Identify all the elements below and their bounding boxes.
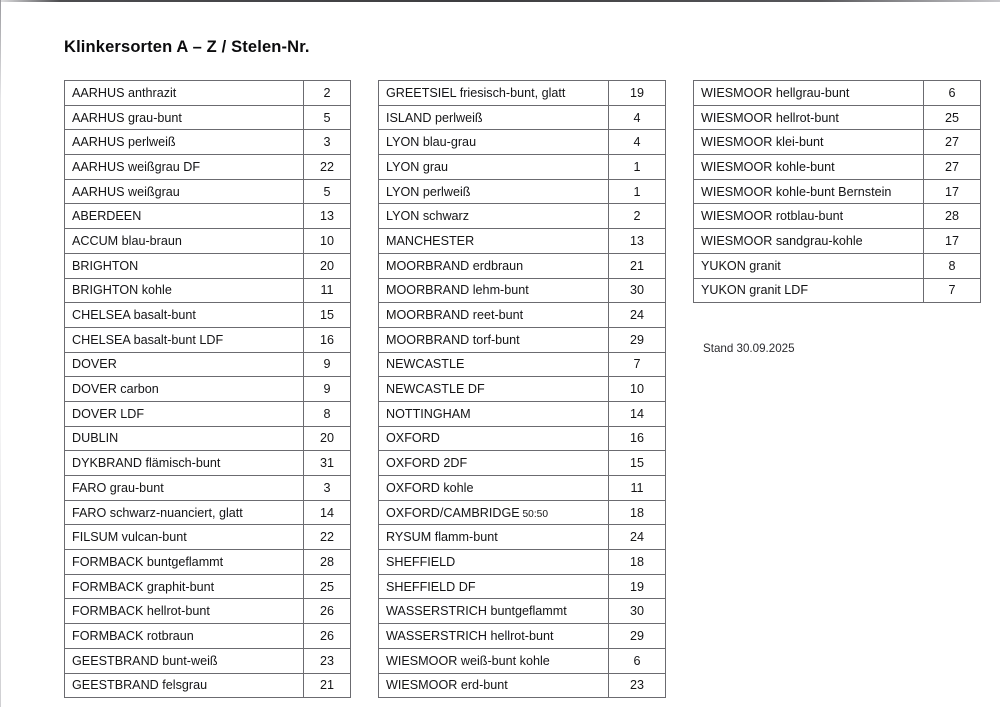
stelen-nr-cell: 4 [609,130,666,155]
stelen-nr-cell: 1 [609,155,666,180]
stelen-nr-cell: 3 [304,130,351,155]
table-row [379,105,666,130]
stelen-nr-cell: 8 [924,253,981,278]
klinker-name-cell: DOVER [65,352,304,377]
klinker-table-column-2 [378,80,666,698]
table-row [694,278,981,303]
klinker-name-cell: FARO grau-bunt [65,476,304,501]
stelen-nr-cell: 20 [304,426,351,451]
stelen-nr-cell: 27 [924,155,981,180]
stelen-nr-cell: 21 [304,673,351,698]
klinker-name-cell: AARHUS weißgrau DF [65,155,304,180]
stelen-nr-cell: 18 [609,550,666,575]
stand-date-note: Stand 30.09.2025 [703,342,795,355]
klinker-name-cell: AARHUS grau-bunt [65,105,304,130]
table-row [65,624,351,649]
stelen-nr-cell: 17 [924,229,981,254]
stelen-nr-cell: 7 [924,278,981,303]
table-row [65,204,351,229]
table-row [379,81,666,106]
table-row [65,81,351,106]
stelen-nr-cell: 4 [609,105,666,130]
stelen-nr-cell: 24 [609,303,666,328]
table-row [65,476,351,501]
table-row [65,648,351,673]
klinker-name-cell: MOORBRAND lehm-bunt [379,278,609,303]
klinker-name-cell: ISLAND perlweiß [379,105,609,130]
table-row [65,253,351,278]
table-row [694,204,981,229]
klinker-name-cell: NOTTINGHAM [379,401,609,426]
klinker-name-cell: MANCHESTER [379,229,609,254]
stelen-nr-cell: 14 [304,500,351,525]
table-row [65,377,351,402]
klinker-name-cell: MOORBRAND torf-bunt [379,327,609,352]
stelen-nr-cell: 30 [609,599,666,624]
table-row [379,303,666,328]
table-row [379,155,666,180]
klinker-name-cell: NEWCASTLE DF [379,377,609,402]
table-row [65,500,351,525]
table-row [379,673,666,698]
klinker-name-cell: GEESTBRAND bunt-weiß [65,648,304,673]
table-row [694,253,981,278]
klinker-name-cell: WIESMOOR kohle-bunt Bernstein [694,179,924,204]
klinker-name-qualifier: 50:50 [519,508,548,520]
klinker-name-cell: WIESMOOR sandgrau-kohle [694,229,924,254]
table-row [65,426,351,451]
stelen-nr-cell: 3 [304,476,351,501]
klinker-name-cell: FORMBACK hellrot-bunt [65,599,304,624]
stelen-nr-cell: 29 [609,327,666,352]
stelen-nr-cell: 5 [304,105,351,130]
klinker-name-cell: AARHUS anthrazit [65,81,304,106]
klinker-name-cell: AARHUS weißgrau [65,179,304,204]
table-row [65,352,351,377]
klinker-table-body-3 [694,81,981,303]
klinker-name-cell: MOORBRAND reet-bunt [379,303,609,328]
table-row [379,550,666,575]
stelen-nr-cell: 11 [609,476,666,501]
table-row [379,253,666,278]
stelen-nr-cell: 25 [304,574,351,599]
stelen-nr-cell: 20 [304,253,351,278]
stelen-nr-cell: 31 [304,451,351,476]
stelen-nr-cell: 2 [609,204,666,229]
klinker-table-body-2 [379,81,666,698]
table-row [65,673,351,698]
klinker-name-cell: SHEFFIELD [379,550,609,575]
stelen-nr-cell: 9 [304,377,351,402]
stelen-nr-cell: 27 [924,130,981,155]
table-row [694,155,981,180]
stelen-nr-cell: 13 [304,204,351,229]
klinker-name-cell: ACCUM blau-braun [65,229,304,254]
table-row [694,179,981,204]
table-row [65,130,351,155]
table-row [379,204,666,229]
klinker-name-cell: SHEFFIELD DF [379,574,609,599]
klinker-name-cell: AARHUS perlweiß [65,130,304,155]
table-row [379,327,666,352]
stelen-nr-cell: 16 [609,426,666,451]
stelen-nr-cell: 15 [609,451,666,476]
table-row [379,352,666,377]
table-row [65,525,351,550]
klinker-name-cell: WASSERSTRICH hellrot-bunt [379,624,609,649]
stelen-nr-cell: 6 [924,81,981,106]
klinker-name-cell: FILSUM vulcan-bunt [65,525,304,550]
klinker-name-cell: BRIGHTON kohle [65,278,304,303]
stelen-nr-cell: 16 [304,327,351,352]
klinker-name-cell: WIESMOOR kohle-bunt [694,155,924,180]
klinker-name-cell: MOORBRAND erdbraun [379,253,609,278]
stelen-nr-cell: 25 [924,105,981,130]
table-row [379,179,666,204]
klinker-name-cell: WIESMOOR rotblau-bunt [694,204,924,229]
klinker-name-cell: NEWCASTLE [379,352,609,377]
table-row [694,81,981,106]
klinker-name-cell: OXFORD/CAMBRIDGE 50:50 [379,500,609,525]
klinker-table-column-3 [693,80,981,303]
table-row [379,130,666,155]
klinker-name-cell: FORMBACK rotbraun [65,624,304,649]
table-row [379,229,666,254]
table-row [379,500,666,525]
klinker-name-cell: ABERDEEN [65,204,304,229]
table-row [65,401,351,426]
klinker-name-cell: WIESMOOR hellrot-bunt [694,105,924,130]
klinker-name-cell: DOVER carbon [65,377,304,402]
table-row [379,525,666,550]
stelen-nr-cell: 26 [304,599,351,624]
table-row [379,401,666,426]
stelen-nr-cell: 10 [304,229,351,254]
stelen-nr-cell: 19 [609,574,666,599]
klinker-name-cell: RYSUM flamm-bunt [379,525,609,550]
klinker-name-cell: LYON perlweiß [379,179,609,204]
klinker-name-cell: GEESTBRAND felsgrau [65,673,304,698]
stelen-nr-cell: 2 [304,81,351,106]
stelen-nr-cell: 26 [304,624,351,649]
klinker-name-cell: BRIGHTON [65,253,304,278]
table-row [65,327,351,352]
stelen-nr-cell: 8 [304,401,351,426]
table-row [65,105,351,130]
klinker-name-cell: OXFORD kohle [379,476,609,501]
stelen-nr-cell: 17 [924,179,981,204]
stelen-nr-cell: 29 [609,624,666,649]
table-row [379,451,666,476]
table-row [379,278,666,303]
stelen-nr-cell: 30 [609,278,666,303]
klinker-name-cell: OXFORD 2DF [379,451,609,476]
stelen-nr-cell: 21 [609,253,666,278]
table-row [379,426,666,451]
table-row [379,624,666,649]
klinker-name-cell: DUBLIN [65,426,304,451]
stelen-nr-cell: 1 [609,179,666,204]
klinker-name-cell: WIESMOOR hellgrau-bunt [694,81,924,106]
klinker-name-cell: WIESMOOR weiß-bunt kohle [379,648,609,673]
klinker-name-cell: FORMBACK graphit-bunt [65,574,304,599]
table-row [694,130,981,155]
klinker-name-cell: DYKBRAND flämisch-bunt [65,451,304,476]
table-row [379,599,666,624]
stelen-nr-cell: 23 [609,673,666,698]
klinker-name-cell: YUKON granit [694,253,924,278]
klinker-name-cell: OXFORD [379,426,609,451]
table-row [65,303,351,328]
stelen-nr-cell: 6 [609,648,666,673]
klinker-name-cell: CHELSEA basalt-bunt LDF [65,327,304,352]
table-row [65,229,351,254]
stelen-nr-cell: 14 [609,401,666,426]
klinker-name-cell: YUKON granit LDF [694,278,924,303]
stelen-nr-cell: 15 [304,303,351,328]
stelen-nr-cell: 5 [304,179,351,204]
stelen-nr-cell: 22 [304,525,351,550]
klinker-name-cell: CHELSEA basalt-bunt [65,303,304,328]
klinker-table-body-1 [65,81,351,698]
stelen-nr-cell: 23 [304,648,351,673]
stelen-nr-cell: 7 [609,352,666,377]
stelen-nr-cell: 9 [304,352,351,377]
stelen-nr-cell: 28 [924,204,981,229]
klinker-name-cell: FARO schwarz-nuanciert, glatt [65,500,304,525]
stelen-nr-cell: 10 [609,377,666,402]
table-row [694,105,981,130]
table-row [65,574,351,599]
table-row [65,451,351,476]
table-row [379,648,666,673]
table-row [65,179,351,204]
klinker-name-cell: FORMBACK buntgeflammt [65,550,304,575]
table-row [65,155,351,180]
klinker-name-cell: WASSERSTRICH buntgeflammt [379,599,609,624]
klinker-name-cell: GREETSIEL friesisch-bunt, glatt [379,81,609,106]
table-row [65,599,351,624]
stelen-nr-cell: 18 [609,500,666,525]
stelen-nr-cell: 13 [609,229,666,254]
table-row [379,476,666,501]
table-row [65,278,351,303]
klinker-name-cell: WIESMOOR erd-bunt [379,673,609,698]
page-title: Klinkersorten A – Z / Stelen-Nr. [64,38,310,56]
table-row [379,377,666,402]
klinker-name-cell: LYON schwarz [379,204,609,229]
table-row [65,550,351,575]
klinker-table-column-1 [64,80,351,698]
klinker-name-cell: DOVER LDF [65,401,304,426]
stelen-nr-cell: 19 [609,81,666,106]
table-row [379,574,666,599]
stelen-nr-cell: 24 [609,525,666,550]
klinker-name-cell: WIESMOOR klei-bunt [694,130,924,155]
stelen-nr-cell: 22 [304,155,351,180]
stelen-nr-cell: 11 [304,278,351,303]
stelen-nr-cell: 28 [304,550,351,575]
table-row [694,229,981,254]
page-top-scan-edge [0,0,1000,2]
klinker-name-cell: LYON blau-grau [379,130,609,155]
page-left-scan-edge [0,0,1,707]
klinker-name-cell: LYON grau [379,155,609,180]
